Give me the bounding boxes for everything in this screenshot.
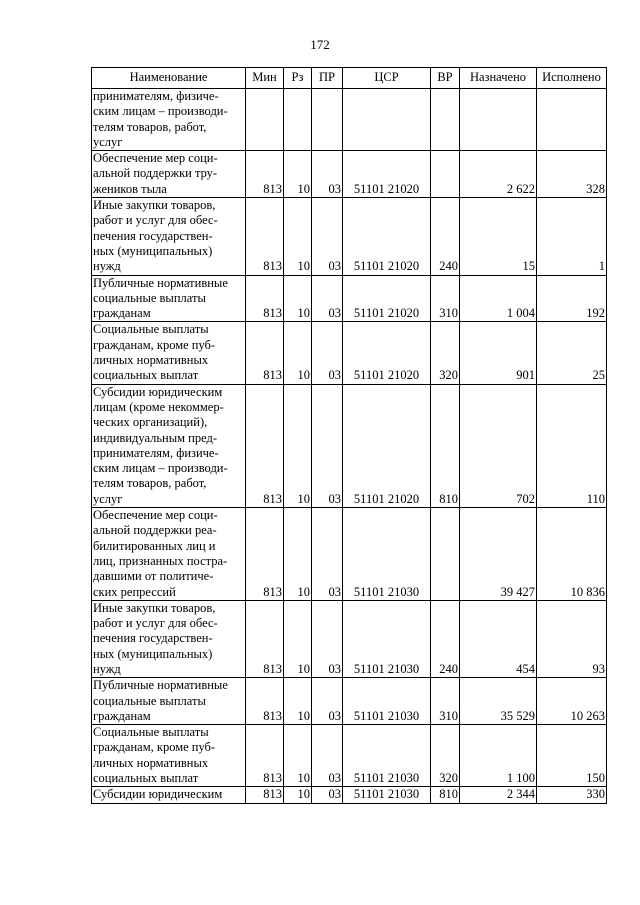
cell-name: Иные закупки товаров, работ и услуг для обес- печения государствен- ных (муниципальных) нужд [92, 600, 246, 677]
cell-executed: 192 [537, 275, 607, 322]
cell-executed: 330 [537, 787, 607, 803]
table-row [92, 322, 607, 384]
cell-pr: 03 [312, 384, 343, 507]
table-row [92, 198, 607, 275]
cell-rz: 10 [284, 725, 312, 787]
cell-executed: 328 [537, 151, 607, 198]
cell-name: Иные закупки товаров, работ и услуг для обес- печения государствен- ных (муниципальных) нужд [92, 198, 246, 275]
cell-assigned [460, 89, 537, 151]
table-row [92, 678, 607, 725]
cell-vr: 320 [431, 725, 460, 787]
cell-name: Обеспечение мер соци- альной поддержки тру- жеников тыла [92, 151, 246, 198]
cell-vr [431, 508, 460, 601]
budget-table [91, 67, 607, 804]
cell-executed: 150 [537, 725, 607, 787]
cell-executed [537, 89, 607, 151]
cell-executed: 10 263 [537, 678, 607, 725]
cell-executed: 93 [537, 600, 607, 677]
cell-pr: 03 [312, 151, 343, 198]
cell-csr: 51101 21020 [343, 151, 431, 198]
cell-assigned: 35 529 [460, 678, 537, 725]
cell-csr: 51101 21030 [343, 678, 431, 725]
cell-executed: 1 [537, 198, 607, 275]
cell-assigned: 2 344 [460, 787, 537, 803]
cell-name: Социальные выплаты гражданам, кроме пуб- личных нормативных социальных выплат [92, 725, 246, 787]
cell-vr: 240 [431, 600, 460, 677]
header-pr: ПР [312, 68, 343, 89]
table-row [92, 600, 607, 677]
cell-csr: 51101 21020 [343, 198, 431, 275]
cell-min: 813 [246, 151, 284, 198]
cell-pr: 03 [312, 322, 343, 384]
cell-rz: 10 [284, 151, 312, 198]
cell-pr: 03 [312, 508, 343, 601]
cell-vr [431, 89, 460, 151]
header-executed: Исполнено [537, 68, 607, 89]
cell-min: 813 [246, 787, 284, 803]
header-rz: Рз [284, 68, 312, 89]
cell-vr: 240 [431, 198, 460, 275]
cell-assigned: 702 [460, 384, 537, 507]
table-row [92, 89, 607, 151]
cell-rz: 10 [284, 678, 312, 725]
cell-executed: 25 [537, 322, 607, 384]
cell-csr: 51101 21020 [343, 384, 431, 507]
cell-min [246, 89, 284, 151]
table-body [92, 89, 607, 804]
header-min: Мин [246, 68, 284, 89]
cell-vr: 310 [431, 275, 460, 322]
cell-min: 813 [246, 384, 284, 507]
cell-name: Субсидии юридическим лицам (кроме некоммер- ческих организаций), индивидуальным пред- принимателям, физиче- ским лицам – производи- телям товаров, работ, услуг [92, 384, 246, 507]
cell-pr: 03 [312, 198, 343, 275]
cell-assigned: 2 622 [460, 151, 537, 198]
header-assigned: Назначено [460, 68, 537, 89]
cell-name: Субсидии юридическим [92, 787, 246, 803]
cell-rz [284, 89, 312, 151]
cell-min: 813 [246, 600, 284, 677]
cell-pr: 03 [312, 725, 343, 787]
table-row [92, 384, 607, 507]
cell-vr [431, 151, 460, 198]
cell-pr: 03 [312, 678, 343, 725]
cell-executed: 110 [537, 384, 607, 507]
cell-assigned: 39 427 [460, 508, 537, 601]
cell-rz: 10 [284, 384, 312, 507]
cell-vr: 310 [431, 678, 460, 725]
table-row [92, 508, 607, 601]
cell-csr: 51101 21030 [343, 600, 431, 677]
cell-name: принимателям, физиче- ским лицам – производи- телям товаров, работ, услуг [92, 89, 246, 151]
page-number: 172 [310, 37, 330, 52]
cell-min: 813 [246, 275, 284, 322]
table-row [92, 275, 607, 322]
cell-vr: 810 [431, 787, 460, 803]
cell-pr: 03 [312, 275, 343, 322]
cell-min: 813 [246, 508, 284, 601]
cell-name: Обеспечение мер соци- альной поддержки реа- билитированных лиц и лиц, признанных постра- давшими от политиче- ских репрессий [92, 508, 246, 601]
cell-executed: 10 836 [537, 508, 607, 601]
cell-assigned: 1 004 [460, 275, 537, 322]
cell-rz: 10 [284, 322, 312, 384]
cell-rz: 10 [284, 275, 312, 322]
cell-vr: 810 [431, 384, 460, 507]
cell-name: Публичные нормативные социальные выплаты гражданам [92, 275, 246, 322]
cell-min: 813 [246, 322, 284, 384]
cell-pr: 03 [312, 600, 343, 677]
cell-assigned: 1 100 [460, 725, 537, 787]
table-header-row [92, 68, 607, 89]
cell-rz: 10 [284, 787, 312, 803]
cell-name: Публичные нормативные социальные выплаты гражданам [92, 678, 246, 725]
cell-min: 813 [246, 725, 284, 787]
cell-csr: 51101 21020 [343, 275, 431, 322]
header-vr: ВР [431, 68, 460, 89]
header-name: Наименование [92, 68, 246, 89]
cell-rz: 10 [284, 600, 312, 677]
cell-csr: 51101 21020 [343, 322, 431, 384]
cell-assigned: 15 [460, 198, 537, 275]
cell-name: Социальные выплаты гражданам, кроме пуб- личных нормативных социальных выплат [92, 322, 246, 384]
cell-csr [343, 89, 431, 151]
table-row [92, 151, 607, 198]
cell-pr: 03 [312, 787, 343, 803]
cell-min: 813 [246, 198, 284, 275]
cell-csr: 51101 21030 [343, 725, 431, 787]
cell-csr: 51101 21030 [343, 787, 431, 803]
cell-vr: 320 [431, 322, 460, 384]
cell-min: 813 [246, 678, 284, 725]
cell-assigned: 454 [460, 600, 537, 677]
table-row [92, 787, 607, 803]
cell-csr: 51101 21030 [343, 508, 431, 601]
cell-rz: 10 [284, 508, 312, 601]
table-row [92, 725, 607, 787]
cell-assigned: 901 [460, 322, 537, 384]
cell-pr [312, 89, 343, 151]
cell-rz: 10 [284, 198, 312, 275]
header-csr: ЦСР [343, 68, 431, 89]
